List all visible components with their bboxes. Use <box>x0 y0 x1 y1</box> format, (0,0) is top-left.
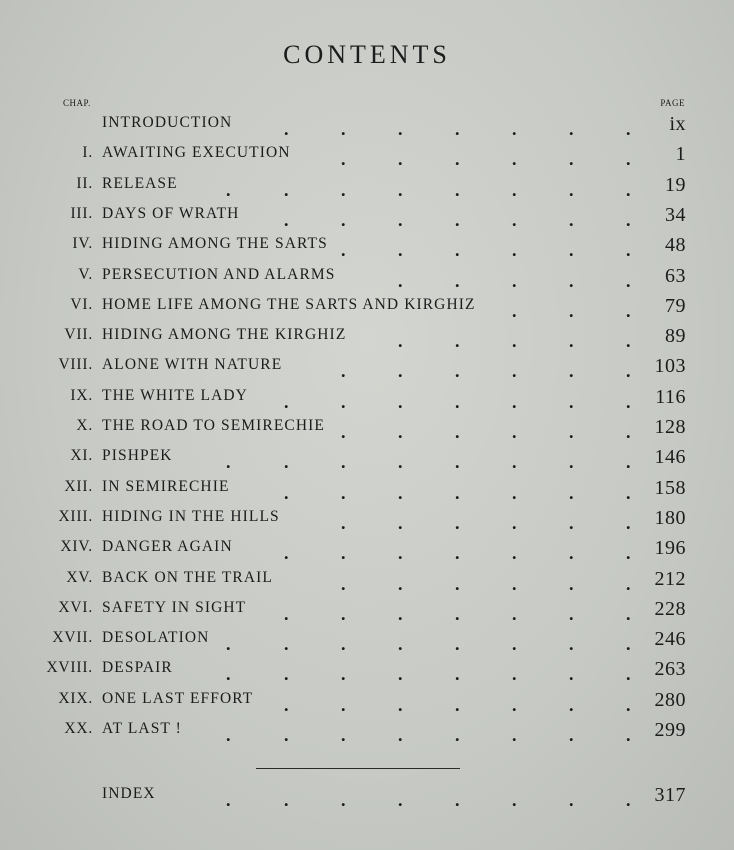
leader-dot: . <box>341 240 346 261</box>
toc-entry[interactable] <box>0 326 734 356</box>
leader-dot: . <box>455 725 460 745</box>
toc-entry[interactable] <box>0 235 734 265</box>
chapter-title: DESOLATION <box>102 629 210 647</box>
leader-dot: . <box>569 512 574 533</box>
leader-dot: . <box>455 452 460 473</box>
leader-dot: . <box>455 634 460 655</box>
leader-dot: . <box>455 361 460 382</box>
chapter-page-number: 158 <box>654 476 686 499</box>
chapter-title: ONE LAST EFFORT <box>102 689 254 707</box>
leader-dot: . <box>284 664 289 685</box>
leader-dot: . <box>626 179 631 200</box>
toc-entry[interactable] <box>0 144 734 174</box>
leader-dot: . <box>284 790 289 810</box>
leader-dot: . <box>398 725 403 745</box>
dot-leader <box>0 235 734 265</box>
chapter-title: ALONE WITH NATURE <box>102 356 283 374</box>
leader-dot: . <box>398 543 403 564</box>
leader-dot: . <box>284 452 289 473</box>
leader-dot: . <box>455 573 460 594</box>
leader-dot: . <box>341 482 346 503</box>
dot-leader <box>0 175 734 205</box>
leader-dot: . <box>284 543 289 564</box>
leader-dot: . <box>512 331 517 352</box>
toc-entry[interactable] <box>0 387 734 417</box>
leader-dot: . <box>569 603 574 624</box>
leader-dot: . <box>455 603 460 624</box>
leader-dot: . <box>626 482 631 503</box>
dot-leader <box>0 447 734 477</box>
leader-dot: . <box>569 119 574 139</box>
chapter-number: XII. <box>64 477 93 495</box>
leader-dot: . <box>569 694 574 715</box>
chapter-number: VI. <box>70 295 93 313</box>
dot-leader <box>0 478 734 508</box>
leader-dot: . <box>455 422 460 442</box>
leader-dot: . <box>284 725 289 745</box>
chapter-number: V. <box>78 265 93 283</box>
leader-dot: . <box>398 603 403 624</box>
leader-dot: . <box>512 240 517 261</box>
index-title: INDEX <box>102 785 156 802</box>
leader-dot: . <box>626 300 631 321</box>
chapter-number: XX. <box>64 720 93 737</box>
dot-leader <box>0 114 734 144</box>
leader-dot: . <box>512 422 517 442</box>
chapter-page-number: ix <box>669 113 686 135</box>
leader-dot: . <box>626 422 631 442</box>
leader-dot: . <box>226 179 231 200</box>
toc-entry[interactable] <box>0 599 734 629</box>
leader-dot: . <box>569 331 574 352</box>
chapter-title: SAFETY IN SIGHT <box>102 598 247 616</box>
dot-leader <box>0 266 734 296</box>
leader-dot: . <box>455 209 460 230</box>
leader-dot: . <box>455 512 460 533</box>
leader-dot: . <box>341 664 346 685</box>
toc-entry[interactable] <box>0 508 734 538</box>
chapter-title: PERSECUTION AND ALARMS <box>102 265 336 283</box>
toc-entry[interactable] <box>0 538 734 568</box>
leader-dot: . <box>341 361 346 382</box>
dot-leader <box>0 417 734 447</box>
leader-dot: . <box>455 179 460 200</box>
chapter-title: DESPAIR <box>102 659 173 677</box>
leader-dot: . <box>398 694 403 715</box>
leader-dot: . <box>398 664 403 685</box>
leader-dot: . <box>569 452 574 473</box>
leader-dot: . <box>512 512 517 533</box>
leader-dot: . <box>398 149 403 170</box>
leader-dot: . <box>398 790 403 810</box>
chapter-title: HIDING AMONG THE SARTS <box>102 235 328 253</box>
chapter-number: XIII. <box>58 507 93 525</box>
leader-dot: . <box>569 725 574 745</box>
leader-dot: . <box>512 725 517 745</box>
leader-dot: . <box>569 209 574 230</box>
chapter-page-number: 63 <box>665 264 686 287</box>
toc-entry[interactable] <box>0 205 734 235</box>
dot-leader <box>0 690 734 720</box>
dot-leader <box>0 144 734 174</box>
dot-leader <box>0 296 734 326</box>
chapter-title: THE WHITE LADY <box>102 386 248 404</box>
chapter-title: THE ROAD TO SEMIRECHIE <box>102 417 325 434</box>
leader-dot: . <box>569 543 574 564</box>
chapter-number: III. <box>70 204 93 222</box>
leader-dot: . <box>398 634 403 655</box>
leader-dot: . <box>284 694 289 715</box>
chapter-page-number: 299 <box>654 719 686 741</box>
leader-dot: . <box>341 422 346 442</box>
leader-dot: . <box>569 179 574 200</box>
leader-dot: . <box>569 482 574 503</box>
leader-dot: . <box>341 209 346 230</box>
index-page-number: 317 <box>654 784 686 806</box>
chapter-title: HIDING AMONG THE KIRGHIZ <box>102 326 347 344</box>
toc-entry[interactable] <box>0 447 734 477</box>
leader-dot: . <box>569 790 574 810</box>
leader-dot: . <box>398 270 403 291</box>
dot-leader <box>0 785 734 815</box>
chapter-number: IV. <box>72 235 93 253</box>
leader-dot: . <box>512 482 517 503</box>
toc-entry[interactable] <box>0 114 734 144</box>
chapter-number: XVIII. <box>46 659 93 677</box>
leader-dot: . <box>284 119 289 139</box>
chapter-number: I. <box>82 144 93 162</box>
leader-dot: . <box>284 482 289 503</box>
chapter-number: XIV. <box>60 538 93 556</box>
leader-dot: . <box>455 331 460 352</box>
leader-dot: . <box>455 240 460 261</box>
leader-dot: . <box>455 270 460 291</box>
leader-dot: . <box>455 391 460 412</box>
toc-entry[interactable] <box>0 266 734 296</box>
leader-dot: . <box>341 694 346 715</box>
leader-dot: . <box>398 119 403 139</box>
dot-leader <box>0 569 734 599</box>
leader-dot: . <box>398 482 403 503</box>
leader-dot: . <box>512 209 517 230</box>
chapter-page-number: 246 <box>654 628 686 651</box>
leader-dot: . <box>341 634 346 655</box>
leader-dot: . <box>512 149 517 170</box>
chapter-page-number: 196 <box>654 537 686 560</box>
chapter-page-number: 89 <box>665 325 686 348</box>
leader-dot: . <box>512 391 517 412</box>
toc-entry[interactable] <box>0 175 734 205</box>
toc-entry[interactable] <box>0 659 734 689</box>
leader-dot: . <box>455 149 460 170</box>
leader-dot: . <box>341 119 346 139</box>
leader-dot: . <box>626 664 631 685</box>
chapter-title: IN SEMIRECHIE <box>102 477 230 495</box>
leader-dot: . <box>569 300 574 321</box>
leader-dot: . <box>284 391 289 412</box>
leader-dot: . <box>626 270 631 291</box>
leader-dot: . <box>626 361 631 382</box>
chapter-number: XVII. <box>52 629 93 647</box>
page-column-header: PAGE <box>660 98 685 108</box>
leader-dot: . <box>626 391 631 412</box>
chapter-title: PISHPEK <box>102 447 173 465</box>
leader-dot: . <box>341 790 346 810</box>
dot-leader <box>0 356 734 386</box>
leader-dot: . <box>512 790 517 810</box>
leader-dot: . <box>341 452 346 473</box>
leader-dot: . <box>512 300 517 321</box>
leader-dot: . <box>569 634 574 655</box>
leader-dot: . <box>569 573 574 594</box>
leader-dot: . <box>626 694 631 715</box>
leader-dot: . <box>626 512 631 533</box>
leader-dot: . <box>512 543 517 564</box>
chapter-page-number: 263 <box>654 658 686 681</box>
leader-dot: . <box>341 512 346 533</box>
chapter-page-number: 128 <box>654 416 686 438</box>
chapter-page-number: 48 <box>665 234 686 257</box>
leader-dot: . <box>341 149 346 170</box>
leader-dot: . <box>398 331 403 352</box>
chapter-column-header: CHAP. <box>63 98 91 108</box>
dot-leader <box>0 720 734 750</box>
leader-dot: . <box>284 209 289 230</box>
leader-dot: . <box>284 179 289 200</box>
page-title: CONTENTS <box>283 40 451 69</box>
chapter-page-number: 116 <box>655 385 686 408</box>
chapter-title: AT LAST ! <box>102 720 182 737</box>
leader-dot: . <box>341 391 346 412</box>
dot-leader <box>0 629 734 659</box>
chapter-page-number: 146 <box>654 446 686 469</box>
leader-dot: . <box>626 209 631 230</box>
chapter-number: X. <box>76 417 93 434</box>
leader-dot: . <box>341 573 346 594</box>
chapter-page-number: 79 <box>665 294 686 317</box>
leader-dot: . <box>455 119 460 139</box>
toc-entry[interactable] <box>0 296 734 326</box>
leader-dot: . <box>226 664 231 685</box>
chapter-title: DANGER AGAIN <box>102 538 233 556</box>
leader-dot: . <box>626 790 631 810</box>
chapter-number: VII. <box>64 326 93 344</box>
dot-leader <box>0 205 734 235</box>
leader-dot: . <box>512 179 517 200</box>
leader-dot: . <box>455 664 460 685</box>
toc-entry[interactable] <box>0 690 734 720</box>
leader-dot: . <box>569 664 574 685</box>
chapter-title: DAYS OF WRATH <box>102 204 240 222</box>
leader-dot: . <box>284 603 289 624</box>
leader-dot: . <box>569 422 574 442</box>
toc-entry[interactable] <box>0 629 734 659</box>
leader-dot: . <box>626 119 631 139</box>
dot-leader <box>0 659 734 689</box>
leader-dot: . <box>512 119 517 139</box>
leader-dot: . <box>341 725 346 745</box>
chapter-title: RELEASE <box>102 174 178 192</box>
dot-leader <box>0 326 734 356</box>
chapter-page-number: 228 <box>654 597 686 620</box>
chapter-number: XV. <box>66 568 93 586</box>
leader-dot: . <box>512 270 517 291</box>
chapter-page-number: 34 <box>665 203 686 226</box>
leader-dot: . <box>284 634 289 655</box>
chapter-number: VIII. <box>58 356 93 374</box>
leader-dot: . <box>398 240 403 261</box>
leader-dot: . <box>341 603 346 624</box>
chapter-page-number: 19 <box>665 173 686 196</box>
leader-dot: . <box>398 391 403 412</box>
section-divider <box>256 768 460 769</box>
toc-entry[interactable] <box>0 417 734 447</box>
chapter-number: XI. <box>70 447 93 465</box>
leader-dot: . <box>341 543 346 564</box>
chapter-page-number: 212 <box>654 567 686 590</box>
leader-dot: . <box>626 331 631 352</box>
toc-entry[interactable] <box>0 478 734 508</box>
leader-dot: . <box>398 361 403 382</box>
leader-dot: . <box>226 725 231 745</box>
leader-dot: . <box>226 452 231 473</box>
leader-dot: . <box>455 694 460 715</box>
dot-leader <box>0 508 734 538</box>
leader-dot: . <box>626 452 631 473</box>
leader-dot: . <box>341 179 346 200</box>
leader-dot: . <box>226 790 231 810</box>
dot-leader <box>0 538 734 568</box>
leader-dot: . <box>512 664 517 685</box>
leader-dot: . <box>398 573 403 594</box>
toc-entry[interactable] <box>0 720 734 750</box>
leader-dot: . <box>626 543 631 564</box>
leader-dot: . <box>569 391 574 412</box>
chapter-number: XIX. <box>58 689 93 707</box>
leader-dot: . <box>569 149 574 170</box>
leader-dot: . <box>512 361 517 382</box>
leader-dot: . <box>226 634 231 655</box>
leader-dot: . <box>398 512 403 533</box>
chapter-number: XVI. <box>58 598 93 616</box>
leader-dot: . <box>398 452 403 473</box>
leader-dot: . <box>626 634 631 655</box>
chapter-page-number: 280 <box>654 688 686 711</box>
chapter-title: BACK ON THE TRAIL <box>102 568 273 586</box>
chapter-title: HIDING IN THE HILLS <box>102 507 280 525</box>
index-entry[interactable] <box>0 785 734 815</box>
leader-dot: . <box>626 240 631 261</box>
leader-dot: . <box>398 209 403 230</box>
toc-entry[interactable] <box>0 356 734 386</box>
chapter-title: HOME LIFE AMONG THE SARTS AND KIRGHIZ <box>102 295 476 313</box>
leader-dot: . <box>569 270 574 291</box>
chapter-number: IX. <box>70 386 93 404</box>
dot-leader <box>0 599 734 629</box>
leader-dot: . <box>512 603 517 624</box>
leader-dot: . <box>512 634 517 655</box>
toc-entry[interactable] <box>0 569 734 599</box>
dot-leader <box>0 387 734 417</box>
leader-dot: . <box>398 422 403 442</box>
leader-dot: . <box>512 452 517 473</box>
leader-dot: . <box>626 603 631 624</box>
leader-dot: . <box>455 543 460 564</box>
chapter-page-number: 180 <box>654 506 686 529</box>
leader-dot: . <box>626 149 631 170</box>
leader-dot: . <box>626 725 631 745</box>
leader-dot: . <box>569 361 574 382</box>
chapter-page-number: 1 <box>675 143 686 166</box>
leader-dot: . <box>512 573 517 594</box>
leader-dot: . <box>398 179 403 200</box>
chapter-page-number: 103 <box>654 355 686 378</box>
leader-dot: . <box>569 240 574 261</box>
leader-dot: . <box>455 482 460 503</box>
chapter-number: II. <box>76 174 93 192</box>
leader-dot: . <box>455 790 460 810</box>
chapter-title: AWAITING EXECUTION <box>102 144 291 162</box>
chapter-title: INTRODUCTION <box>102 114 233 131</box>
leader-dot: . <box>512 694 517 715</box>
leader-dot: . <box>626 573 631 594</box>
